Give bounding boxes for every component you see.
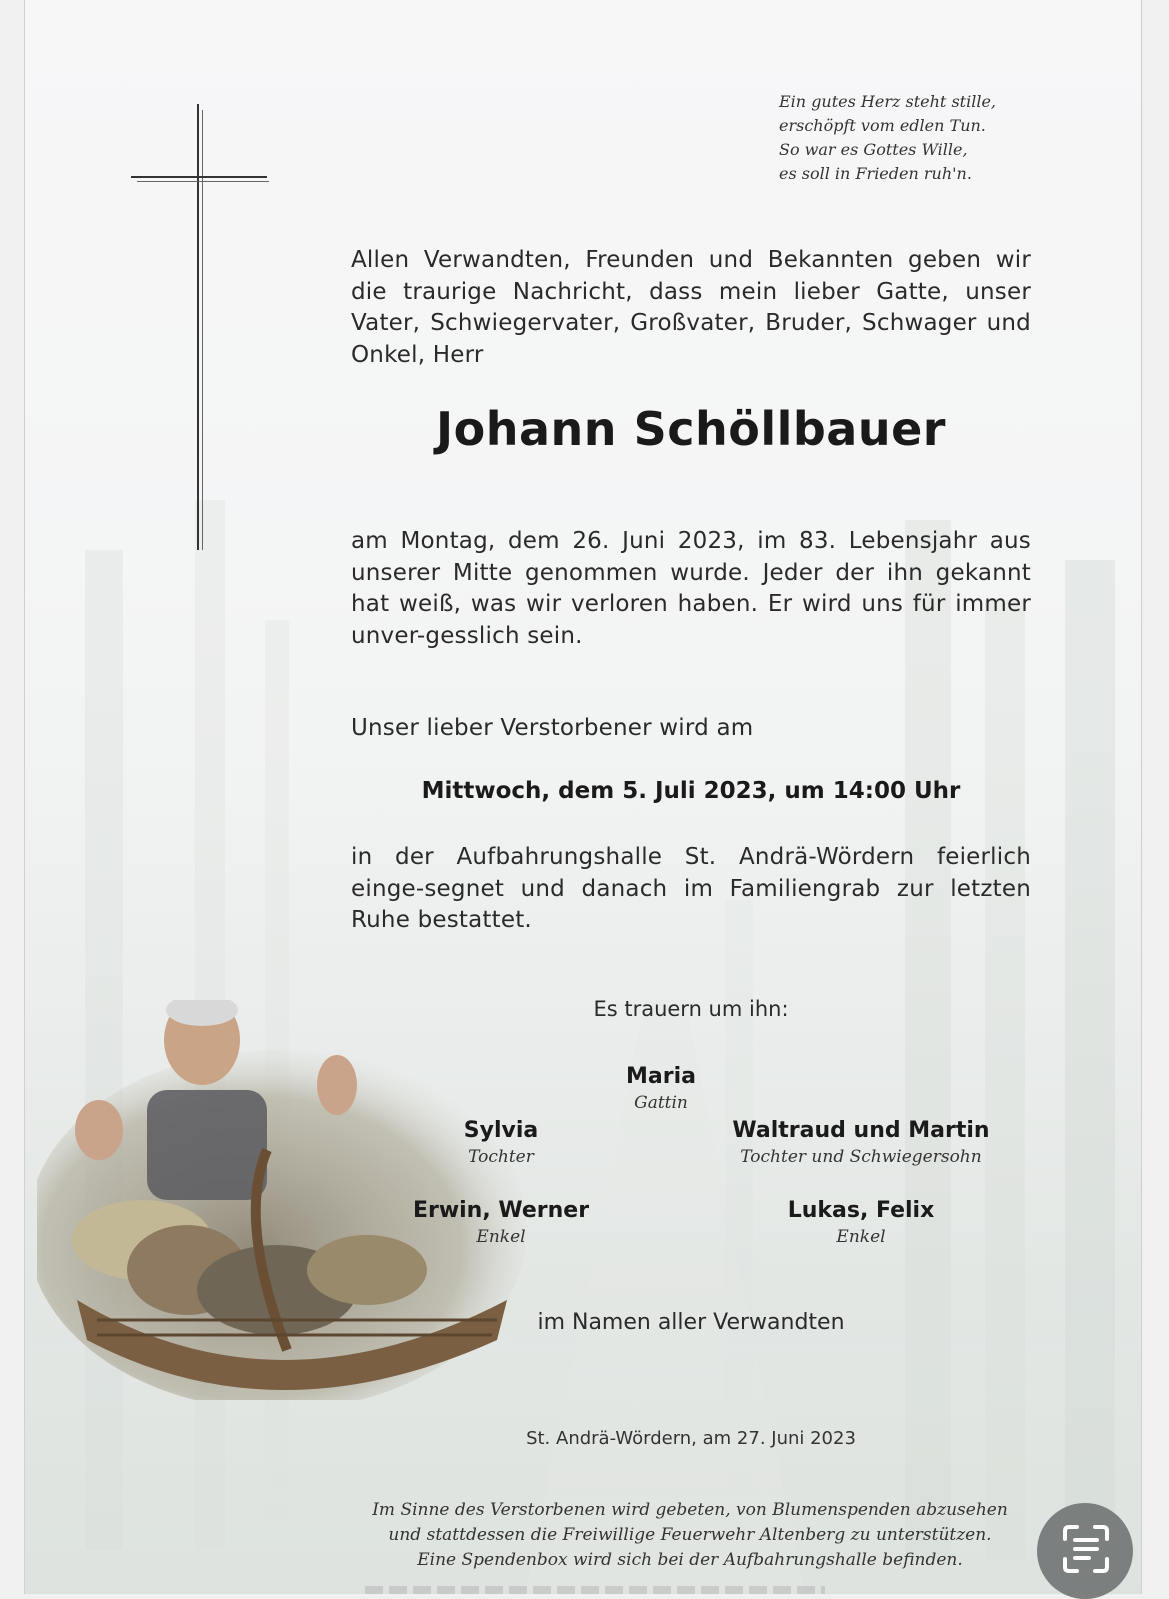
family-member-sylvia: [391, 1116, 611, 1168]
family-name: Lukas, Felix: [787, 1198, 935, 1223]
family-member-maria: [561, 1062, 761, 1114]
verse-line: Ein gutes Herz steht stille,: [779, 92, 996, 111]
donation-note: [315, 1498, 1065, 1573]
verse-line: So war es Gottes Wille,: [779, 140, 968, 159]
family-name: Sylvia: [463, 1118, 539, 1143]
cut-off-footer-text: [365, 1586, 825, 1594]
cross-icon-bar: [131, 176, 267, 178]
text-scan-button[interactable]: [1037, 1503, 1133, 1599]
funeral-paragraph: in der Aufbahrungshalle St. Andrä-Wördern feierlich einge-segnet und danach im Familiengrab zur letzten Ruhe bestattet.: [351, 844, 1031, 933]
verse-line: erschöpft vom edlen Tun.: [779, 116, 986, 135]
scan-text-icon: [1061, 1523, 1111, 1575]
family-member-waltraud: [711, 1116, 1011, 1168]
obituary-sheet: [24, 0, 1142, 1594]
cross-icon: [197, 104, 199, 550]
verse-line: es soll in Frieden ruh'n.: [779, 164, 972, 183]
note-line: Eine Spendenbox wird sich bei der Aufbahrungshalle befinden.: [417, 1550, 963, 1570]
family-role: Enkel: [476, 1227, 526, 1247]
family-member-erwin: [391, 1196, 611, 1248]
intro-paragraph: Allen Verwandten, Freunden und Bekannten geben wir die traurige Nachricht, dass mein lieber Gatte, unser Vater, Schwiegervater, Großvater, Bruder, Schwager und Onkel, Herr: [351, 247, 1031, 368]
family-name: Maria: [626, 1064, 696, 1089]
family-member-lukas: [711, 1196, 1011, 1248]
note-line: Im Sinne des Verstorbenen wird gebeten, von Blumenspenden abzusehen: [372, 1500, 1008, 1520]
family-role: Tochter: [468, 1147, 534, 1167]
family-role: Enkel: [836, 1227, 886, 1247]
family-name: Erwin, Werner: [412, 1198, 590, 1223]
cross-icon-bar-thin: [137, 181, 269, 182]
signature-line: im Namen aller Verwandten: [537, 1310, 845, 1335]
funeral-date: Mittwoch, dem 5. Juli 2023, um 14:00 Uhr: [421, 778, 961, 804]
place-date: St. Andrä-Wördern, am 27. Juni 2023: [526, 1428, 856, 1449]
family-role: Tochter und Schwiegersohn: [740, 1147, 982, 1167]
mourners-heading: Es trauern um ihn:: [593, 997, 789, 1021]
verse: [779, 90, 1039, 186]
family-role: Gattin: [634, 1093, 688, 1113]
death-paragraph: am Montag, dem 26. Juni 2023, im 83. Lebensjahr aus unserer Mitte genommen wurde. Jeder der ihn gekannt hat weiß, was wir verloren haben. Er wird uns für immer unver-gesslich sein.: [351, 528, 1031, 649]
deceased-name: Johann Schöllbauer: [436, 402, 946, 456]
family-name: Waltraud und Martin: [732, 1118, 990, 1143]
note-line: und stattdessen die Freiwillige Feuerwehr Altenberg zu unterstützen.: [388, 1525, 992, 1545]
funeral-intro: Unser lieber Verstorbener wird am: [351, 715, 754, 741]
